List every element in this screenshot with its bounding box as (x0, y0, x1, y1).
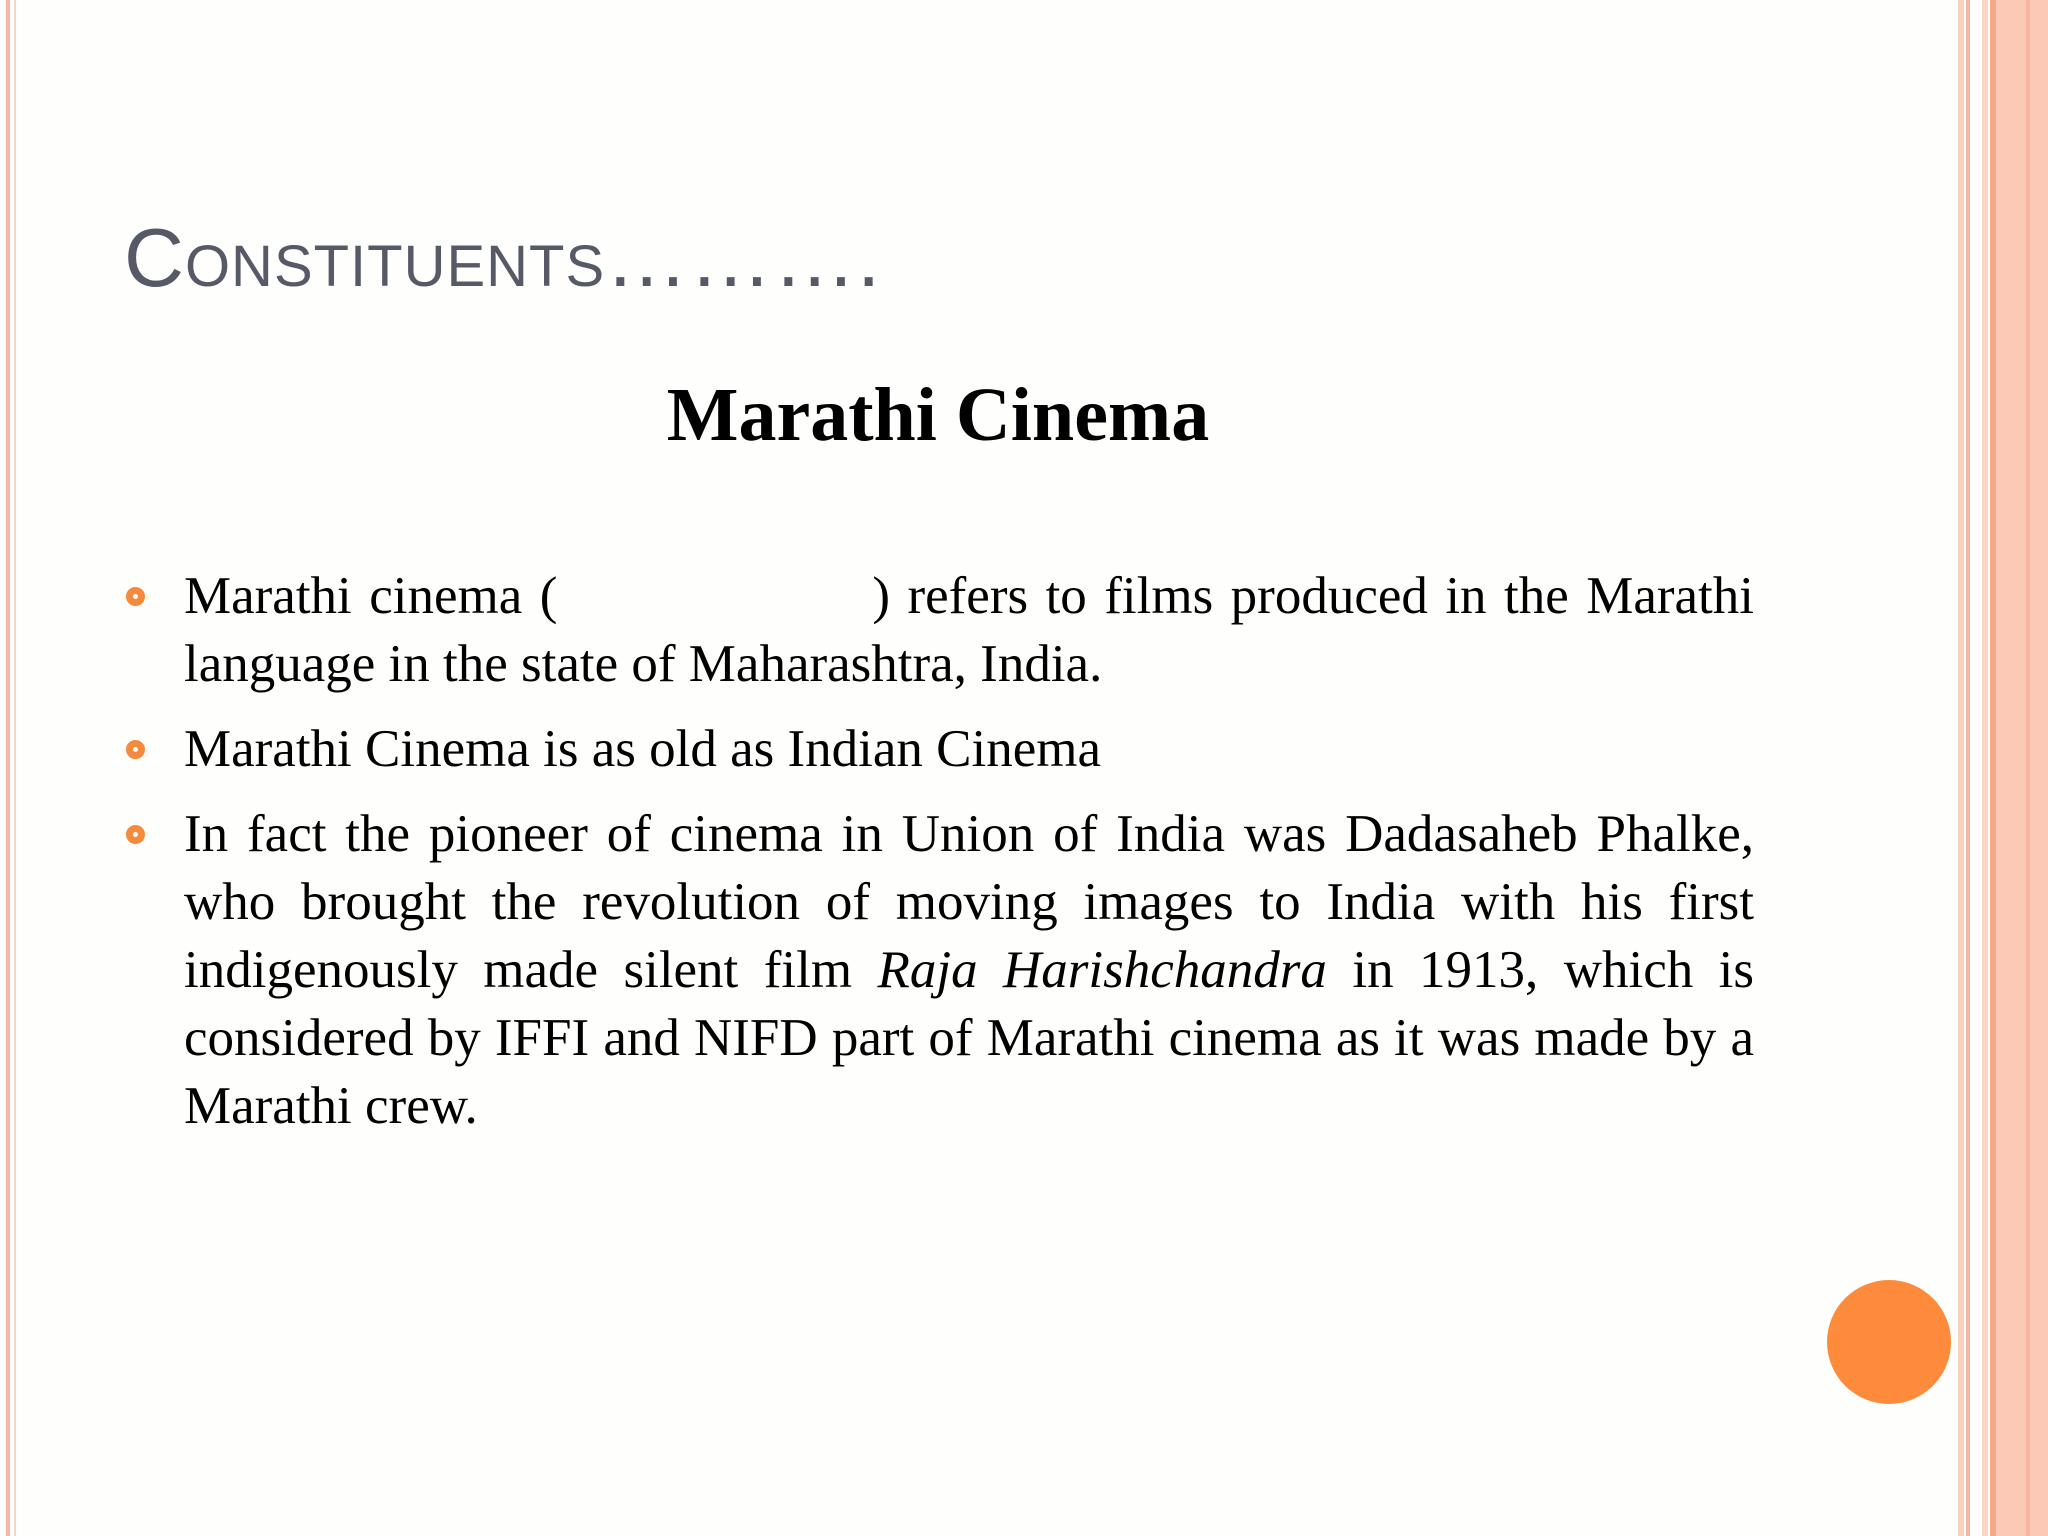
right-border-band (1996, 0, 2048, 1536)
slide-subtitle: Marathi Cinema (666, 373, 1210, 457)
bullet-text: In fact the pioneer of cinema in Union of India was Dadasaheb Phalke, who brought the revolution of moving images to India with his first indigenously made silent film (184, 805, 1754, 999)
accent-circle (1827, 1280, 1951, 1404)
left-border-line-inner (14, 0, 16, 1536)
bullet-item (184, 562, 1754, 698)
right-border-stripe (1966, 0, 1970, 1536)
bullet-text: in 1913, which is considered by IFFI and NIFD part of Marathi cinema as it was made by a Marathi crew. (184, 941, 1755, 1135)
bullet-circle-icon (126, 825, 145, 844)
bullet-item (184, 800, 1754, 1140)
left-border-line (6, 0, 10, 1536)
bullet-text: ) refers to films produced in the Marathi language in the state of Maharashtra, India. (184, 567, 1754, 693)
bullet-text: Marathi cinema ( (184, 567, 558, 625)
bullet-circle-icon (126, 587, 145, 606)
slide-title: Constituents………. (124, 211, 882, 304)
right-border-stripe (1982, 0, 1988, 1536)
bullet-text: Marathi Cinema is as old as Indian Cinema (184, 720, 1101, 778)
bullet-list (184, 562, 1754, 1157)
right-border-stripe (1958, 0, 1964, 1536)
film-title: Raja Harishchandra (877, 941, 1327, 999)
bullet-item (184, 715, 1754, 783)
right-border-stripe (2026, 0, 2030, 1536)
bullet-circle-icon (126, 740, 145, 759)
